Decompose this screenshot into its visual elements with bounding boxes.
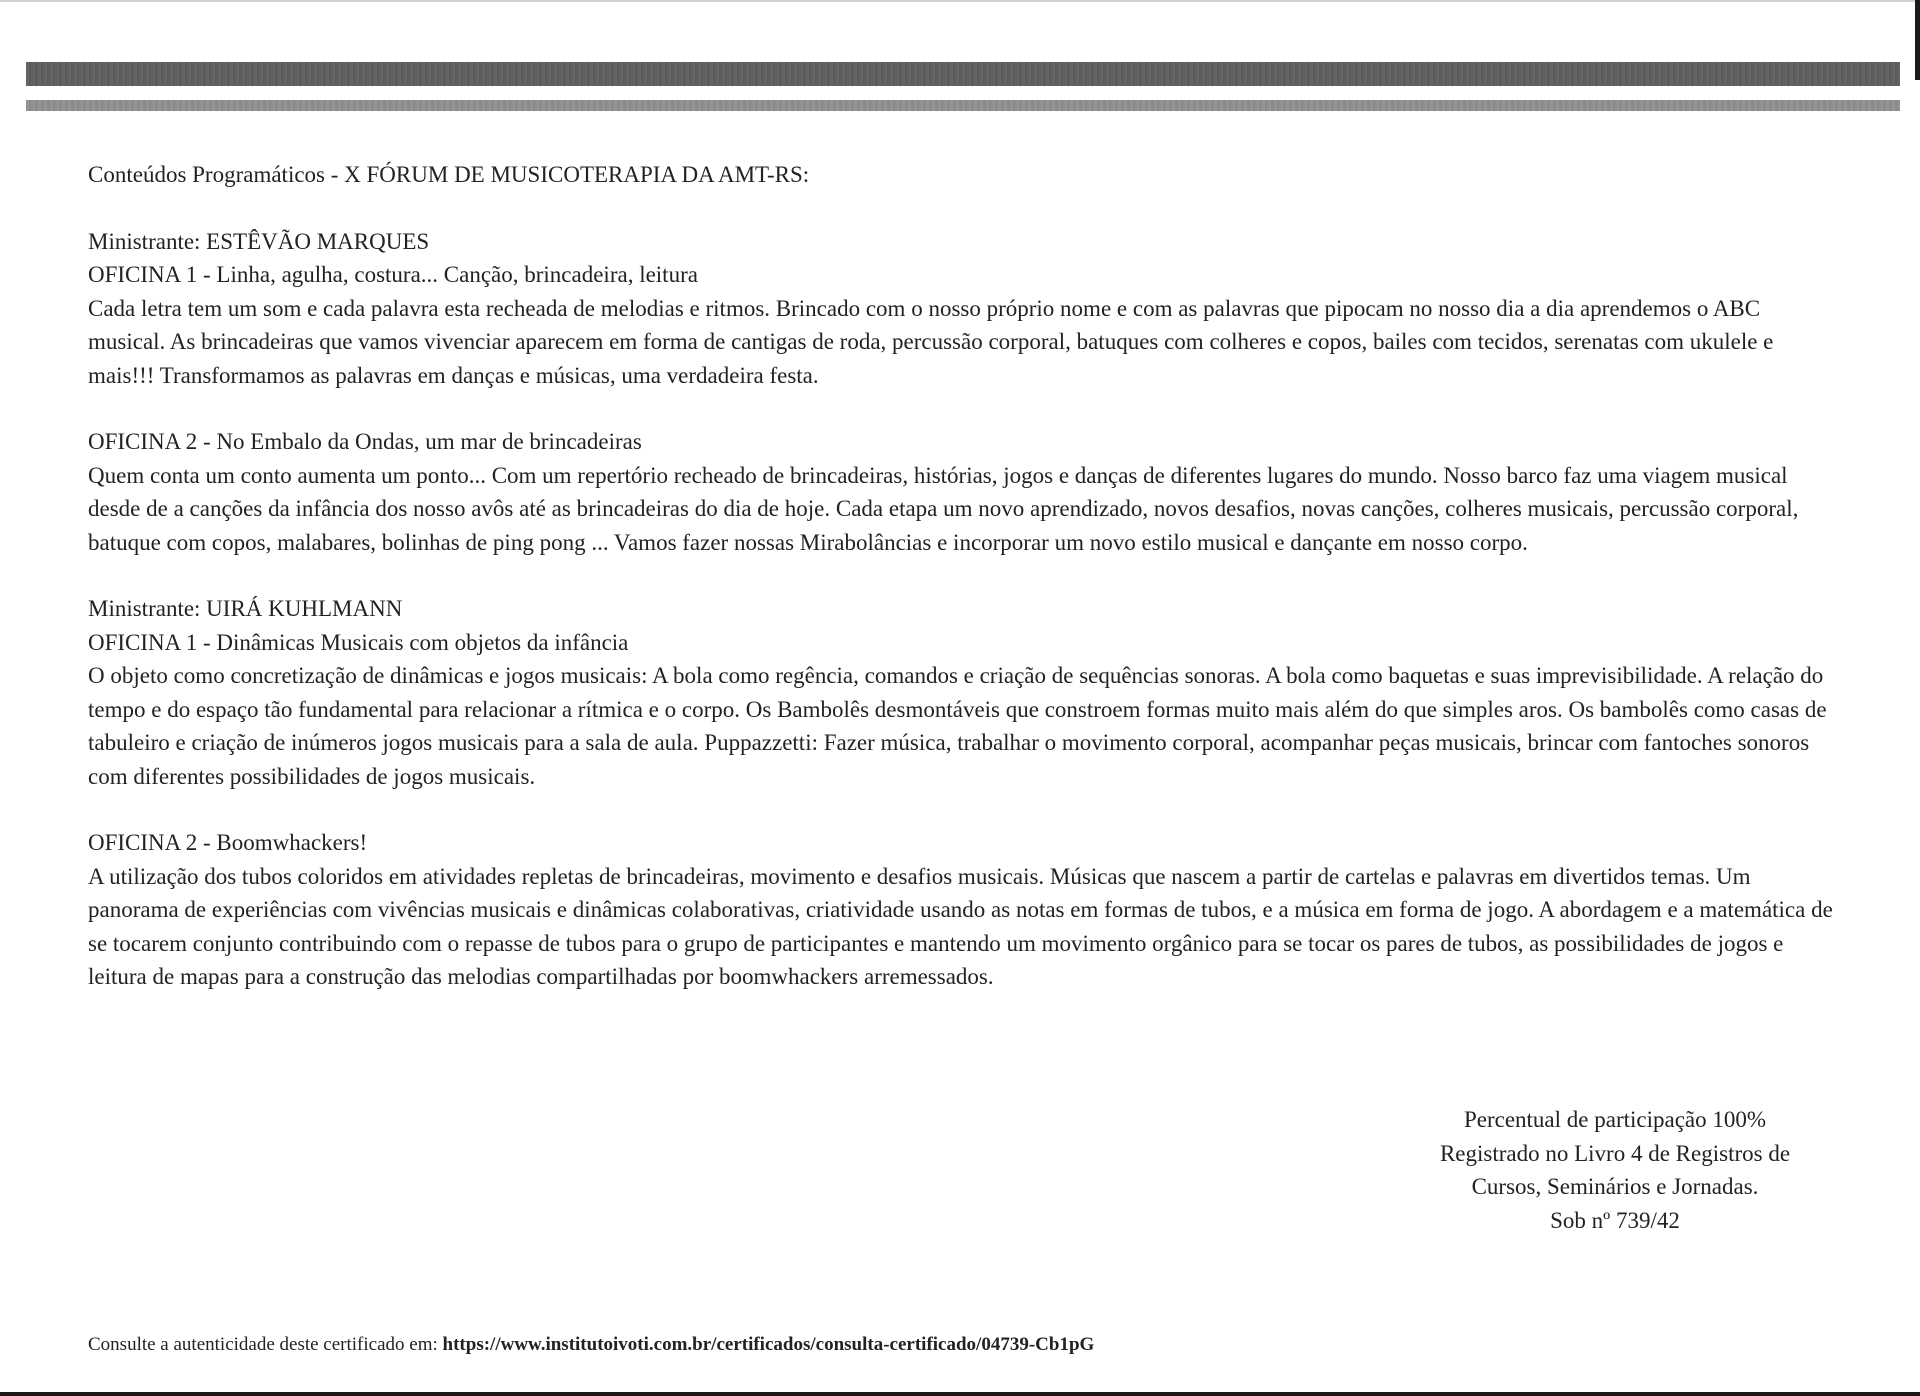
registration-line: Registrado no Livro 4 de Registros de (1439, 1140, 1791, 1166)
section1-oficina2-title: OFICINA 2 - No Embalo da Ondas, um mar de brincadeiras (88, 429, 642, 454)
section1-oficina1-title: OFICINA 1 - Linha, agulha, costura... Canção, brincadeira, leitura (88, 262, 698, 287)
footer-label: Consulte a autenticidade deste certificado em: (88, 1334, 438, 1355)
verification-url[interactable]: https://www.institutoivoti.com.br/certificados/consulta-certificado/04739-Cb1pG (442, 1334, 1095, 1355)
section2-oficina1-title: OFICINA 1 - Dinâmicas Musicais com objetos da infância (88, 629, 629, 655)
header-band-thick (26, 62, 1900, 86)
spacer (88, 793, 1838, 826)
participation-percentage: Percentual de participação 100% (1463, 1107, 1767, 1132)
section2-oficina2-text: A utilização dos tubos coloridos em atividades repletas de brincadeiras, movimento e desafios musicais. Músicas que nascem a partir de cartelas e palavras em divertidos temas. Um panorama de experiências com vivências musicais e dinâmicas colaborativas, criatividade usando as notas em formas de tubos, e a música em forma de jogo. A abordagem e a matemática de se tocarem conjunto contribuindo com o repasse de tubos para o grupo de participantes e mantendo um movimento orgânico para se tocar os pares de tubos, as possibilidades de jogos e leitura de mapas para a construção das melodias compartilhadas por boomwhackers arremessados. (88, 863, 1833, 989)
section2-ministrante: Ministrante: UIRÁ KUHLMANN (88, 596, 403, 621)
registration-book-line: Cursos, Seminários e Jornadas. (1471, 1174, 1759, 1199)
registration-block (1380, 1103, 1850, 1237)
authenticity-footer (88, 1333, 1094, 1357)
spacer (88, 192, 1838, 225)
spacer (88, 392, 1838, 425)
document-body (88, 158, 1838, 994)
registration-number: Sob nº 739/42 (1550, 1207, 1680, 1233)
document-heading: Conteúdos Programáticos - X FÓRUM DE MUSICOTERAPIA DA AMT-RS: (88, 162, 810, 187)
spacer (88, 559, 1838, 592)
section2-oficina2-title: OFICINA 2 - Boomwhackers! (88, 830, 368, 855)
section1-ministrante: Ministrante: ESTÊVÃO MARQUES (88, 228, 430, 254)
header-band-thin (26, 100, 1900, 111)
scan-edge-bottom (0, 1392, 1920, 1396)
section1-oficina2-text: Quem conta um conto aumenta um ponto... Com um repertório recheado de brincadeiras, histórias, jogos e danças de diferentes lugares do mundo. Nosso barco faz uma viagem musical desde de a canções da infância dos nosso avôs até as brincadeiras do dia de hoje. Cada etapa um novo aprendizado, novos desafios, novas canções, colheres musicais, percussão corporal, batuque com copos, malabares, bolinhas de ping pong ... Vamos fazer nossas Mirabolâncias e incorporar um novo estilo musical e dançante em nosso corpo. (88, 462, 1799, 555)
scan-edge-right (1915, 0, 1920, 80)
section2-oficina1-text: O objeto como concretização de dinâmicas e jogos musicais: A bola como regência, comandos e criação de sequências sonoras. A bola como baquetas e suas imprevisibilidade. A relação do tempo e do espaço tão fundamental para relacionar a rítmica e o corpo. Os Bambolês desmontáveis que constroem formas muito mais além do que simples aros. Os bambolês como casas de tabuleiro e criação de inúmeros jogos musicais para a sala de aula. Puppazzetti: Fazer música, trabalhar o movimento corporal, acompanhar peças musicais, brincar com fantoches sonoros com diferentes possibilidades de jogos musicais. (88, 663, 1827, 789)
scan-edge-top (0, 0, 1920, 2)
section1-oficina1-text: Cada letra tem um som e cada palavra esta recheada de melodias e ritmos. Brincado com o nosso próprio nome e com as palavras que pipocam no nosso dia a dia aprendemos o ABC musical. As brincadeiras que vamos vivenciar aparecem em forma de cantigas de roda, percussão corporal, batuques com colheres e copos, bailes com tecidos, serenatas com ukulele e mais!!! Transformamos as palavras em danças e músicas, uma verdadeira festa. (88, 295, 1774, 388)
